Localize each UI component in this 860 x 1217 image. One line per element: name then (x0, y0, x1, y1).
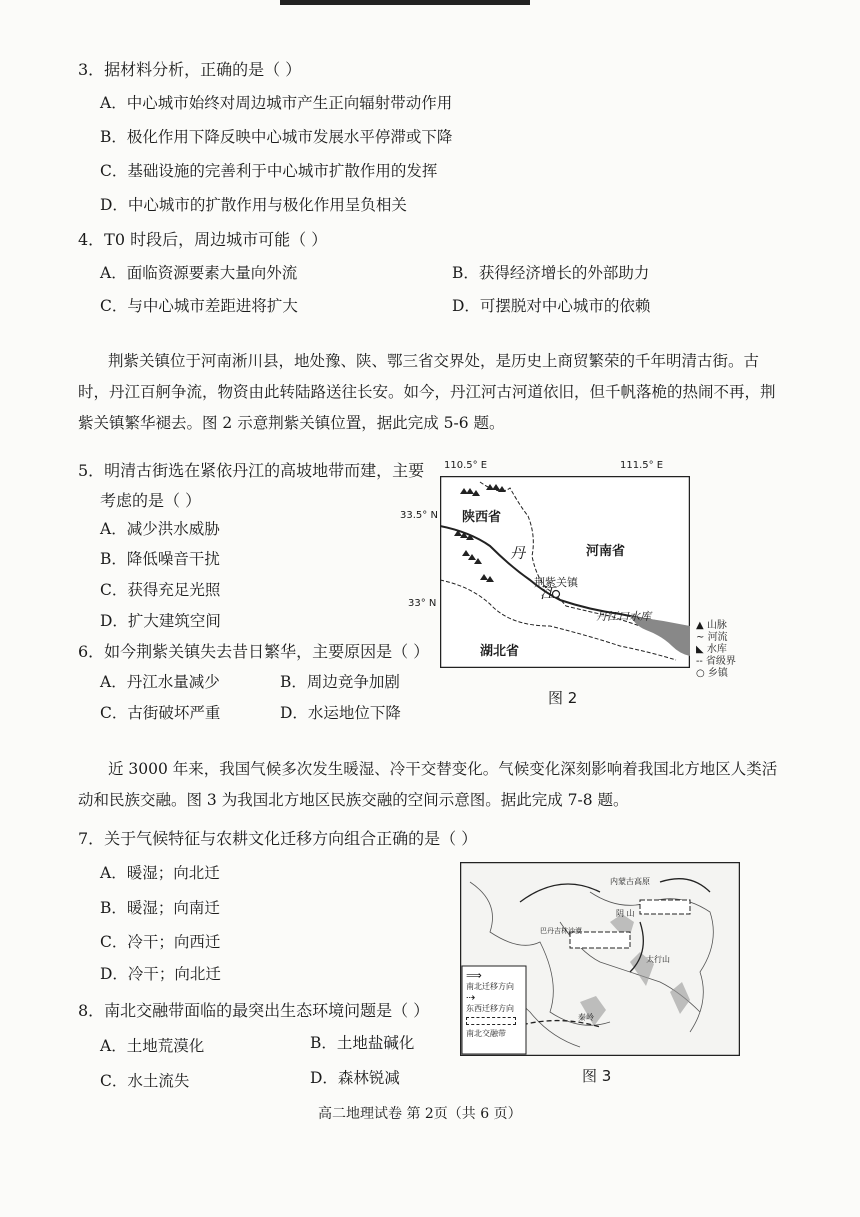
question-6-option-c[interactable]: C．古街破坏严重 (100, 704, 221, 722)
town-icon: ○ (696, 668, 708, 679)
legend-border: -- 省级界 (696, 656, 736, 667)
fig2-legend (696, 620, 736, 680)
fig3-label-neimenggu: 内蒙古高原 (610, 877, 650, 886)
question-3-option-b[interactable]: B．极化作用下降反映中心城市发展水平停滞或下降 (100, 128, 453, 146)
question-8-option-b[interactable]: B．土地盐碱化 (310, 1034, 415, 1052)
question-3-option-d[interactable]: D．中心城市的扩散作用与极化作用呈负相关 (100, 196, 407, 214)
fig2-map-frame (440, 476, 690, 668)
passage-climate: 近 3000 年来，我国气候多次发生暖湿、冷干交替变化。气候变化深刻影响着我国北方地区人类活动和民族交融。图 3 为我国北方地区民族交融的空间示意图。据此完成 7-8 题。 (78, 760, 778, 809)
passage-jingziguan: 荆紫关镇位于河南淅川县，地处豫、陕、鄂三省交界处，是历史上商贸繁荣的千年明清古街。古时，丹江百舸争流，物资由此转陆路送往长安。如今，丹江河古河道依旧，但千帆落桅的热闹不再，荆紫关镇繁华褪去。图 2 示意荆紫关镇位置，据此完成 5-6 题。 (78, 352, 776, 432)
question-7-option-b[interactable]: B．暖湿；向南迁 (100, 899, 220, 917)
question-3-option-c[interactable]: C．基础设施的完善利于中心城市扩散作用的发挥 (100, 162, 438, 180)
fig3-label-taihang: 太行山 (646, 955, 670, 964)
question-5-stem-cont: 考虑的是（ ） (100, 491, 202, 510)
question-4-option-b[interactable]: B．获得经济增长的外部助力 (452, 264, 650, 282)
question-8-option-c[interactable]: C．水土流失 (100, 1072, 190, 1090)
question-5-option-b[interactable]: B．降低噪音干扰 (100, 550, 220, 568)
question-5-option-d[interactable]: D．扩大建筑空间 (100, 612, 221, 630)
question-7-stem: 7．关于气候特征与农耕文化迁移方向组合正确的是（ ） (78, 829, 478, 848)
fig3-legend-ew-icon: ⇢ (466, 991, 476, 1004)
legend-reservoir: ◣ 水库 (696, 644, 727, 655)
fig3-legend-ns: 南北迁移方向 (466, 982, 514, 991)
fig2-lon-left: 110.5° E (444, 460, 488, 471)
fig3-legend-belt: 南北交融带 (466, 1029, 506, 1038)
border-icon: -- (696, 656, 706, 667)
fig3-label-qinling: 秦岭 (578, 1013, 594, 1022)
fig2-lon-right: 111.5° E (620, 460, 664, 471)
question-8-stem: 8．南北交融带面临的最突出生态环境问题是（ ） (78, 1001, 430, 1020)
fig2-label-river-1: 丹 (510, 544, 526, 562)
fig3-label-yinshan: 阴 山 (616, 909, 635, 918)
figure-3-caption: 图 3 (582, 1067, 612, 1085)
scan-edge-bar (280, 0, 530, 5)
legend-town: ○ 乡镇 (696, 668, 728, 679)
legend-river: ∼ 河流 (696, 632, 728, 643)
fig3-legend-ns-icon: ⟹ (466, 969, 482, 982)
question-8-option-d[interactable]: D．森林锐减 (310, 1069, 400, 1087)
fig2-label-river-2: 江 (540, 584, 556, 602)
fig3-legend-belt-icon (466, 1017, 516, 1025)
fig2-lat-bottom: 33° N (408, 598, 437, 609)
fig2-lat-top: 33.5° N (400, 510, 438, 521)
question-7-option-d[interactable]: D．冷干；向北迁 (100, 965, 221, 983)
question-4-option-c[interactable]: C．与中心城市差距进将扩大 (100, 297, 298, 315)
question-6-stem: 6．如今荆紫关镇失去昔日繁华，主要原因是（ ） (78, 642, 430, 661)
fig3-legend-ew: 东西迁移方向 (466, 1004, 514, 1013)
question-4-option-a[interactable]: A．面临资源要素大量向外流 (100, 264, 298, 282)
figure-2-map (400, 460, 736, 679)
question-8-option-a[interactable]: A．土地荒漠化 (100, 1037, 205, 1055)
fig2-label-hubei: 湖北省 (480, 644, 520, 659)
fig2-label-town: 荆紫关镇 (534, 576, 578, 589)
fig2-label-shaanxi: 陕西省 (462, 510, 502, 525)
question-3-option-a[interactable]: A．中心城市始终对周边城市产生正向辐射带动作用 (100, 94, 453, 112)
fig3-label-badain: 巴丹吉林沙漠 (540, 927, 582, 935)
figure-3-map (460, 862, 740, 1056)
question-3-stem: 3．据材料分析，正确的是（ ） (78, 60, 302, 79)
fig2-label-henan: 河南省 (586, 544, 626, 559)
reservoir-icon: ◣ (696, 644, 707, 655)
question-6-option-d[interactable]: D．水运地位下降 (280, 704, 401, 722)
question-6-option-b[interactable]: B．周边竞争加剧 (280, 673, 400, 691)
question-7-option-c[interactable]: C．冷干；向西迁 (100, 933, 221, 951)
figure-2-caption: 图 2 (548, 689, 578, 707)
mountain-icon: ▲ (696, 620, 707, 631)
question-5-option-c[interactable]: C．获得充足光照 (100, 581, 221, 599)
question-5-option-a[interactable]: A．减少洪水威胁 (100, 520, 220, 538)
question-4-option-d[interactable]: D．可摆脱对中心城市的依赖 (452, 297, 651, 315)
fig2-label-reservoir: 丹江口水库 (596, 610, 651, 623)
question-6-option-a[interactable]: A．丹江水量减少 (100, 673, 220, 691)
fig3-legend (466, 970, 516, 1039)
question-5-stem: 5．明清古街选在紧依丹江的高坡地带而建，主要 (78, 461, 425, 480)
river-icon: ∼ (696, 632, 708, 643)
page-footer: 高二地理试卷 第 2页（共 6 页） (318, 1106, 522, 1122)
question-7-option-a[interactable]: A．暖湿；向北迁 (100, 864, 220, 882)
question-4-stem: 4．T0 时段后，周边城市可能（ ） (78, 230, 328, 249)
legend-mountain: ▲ 山脉 (696, 620, 727, 631)
